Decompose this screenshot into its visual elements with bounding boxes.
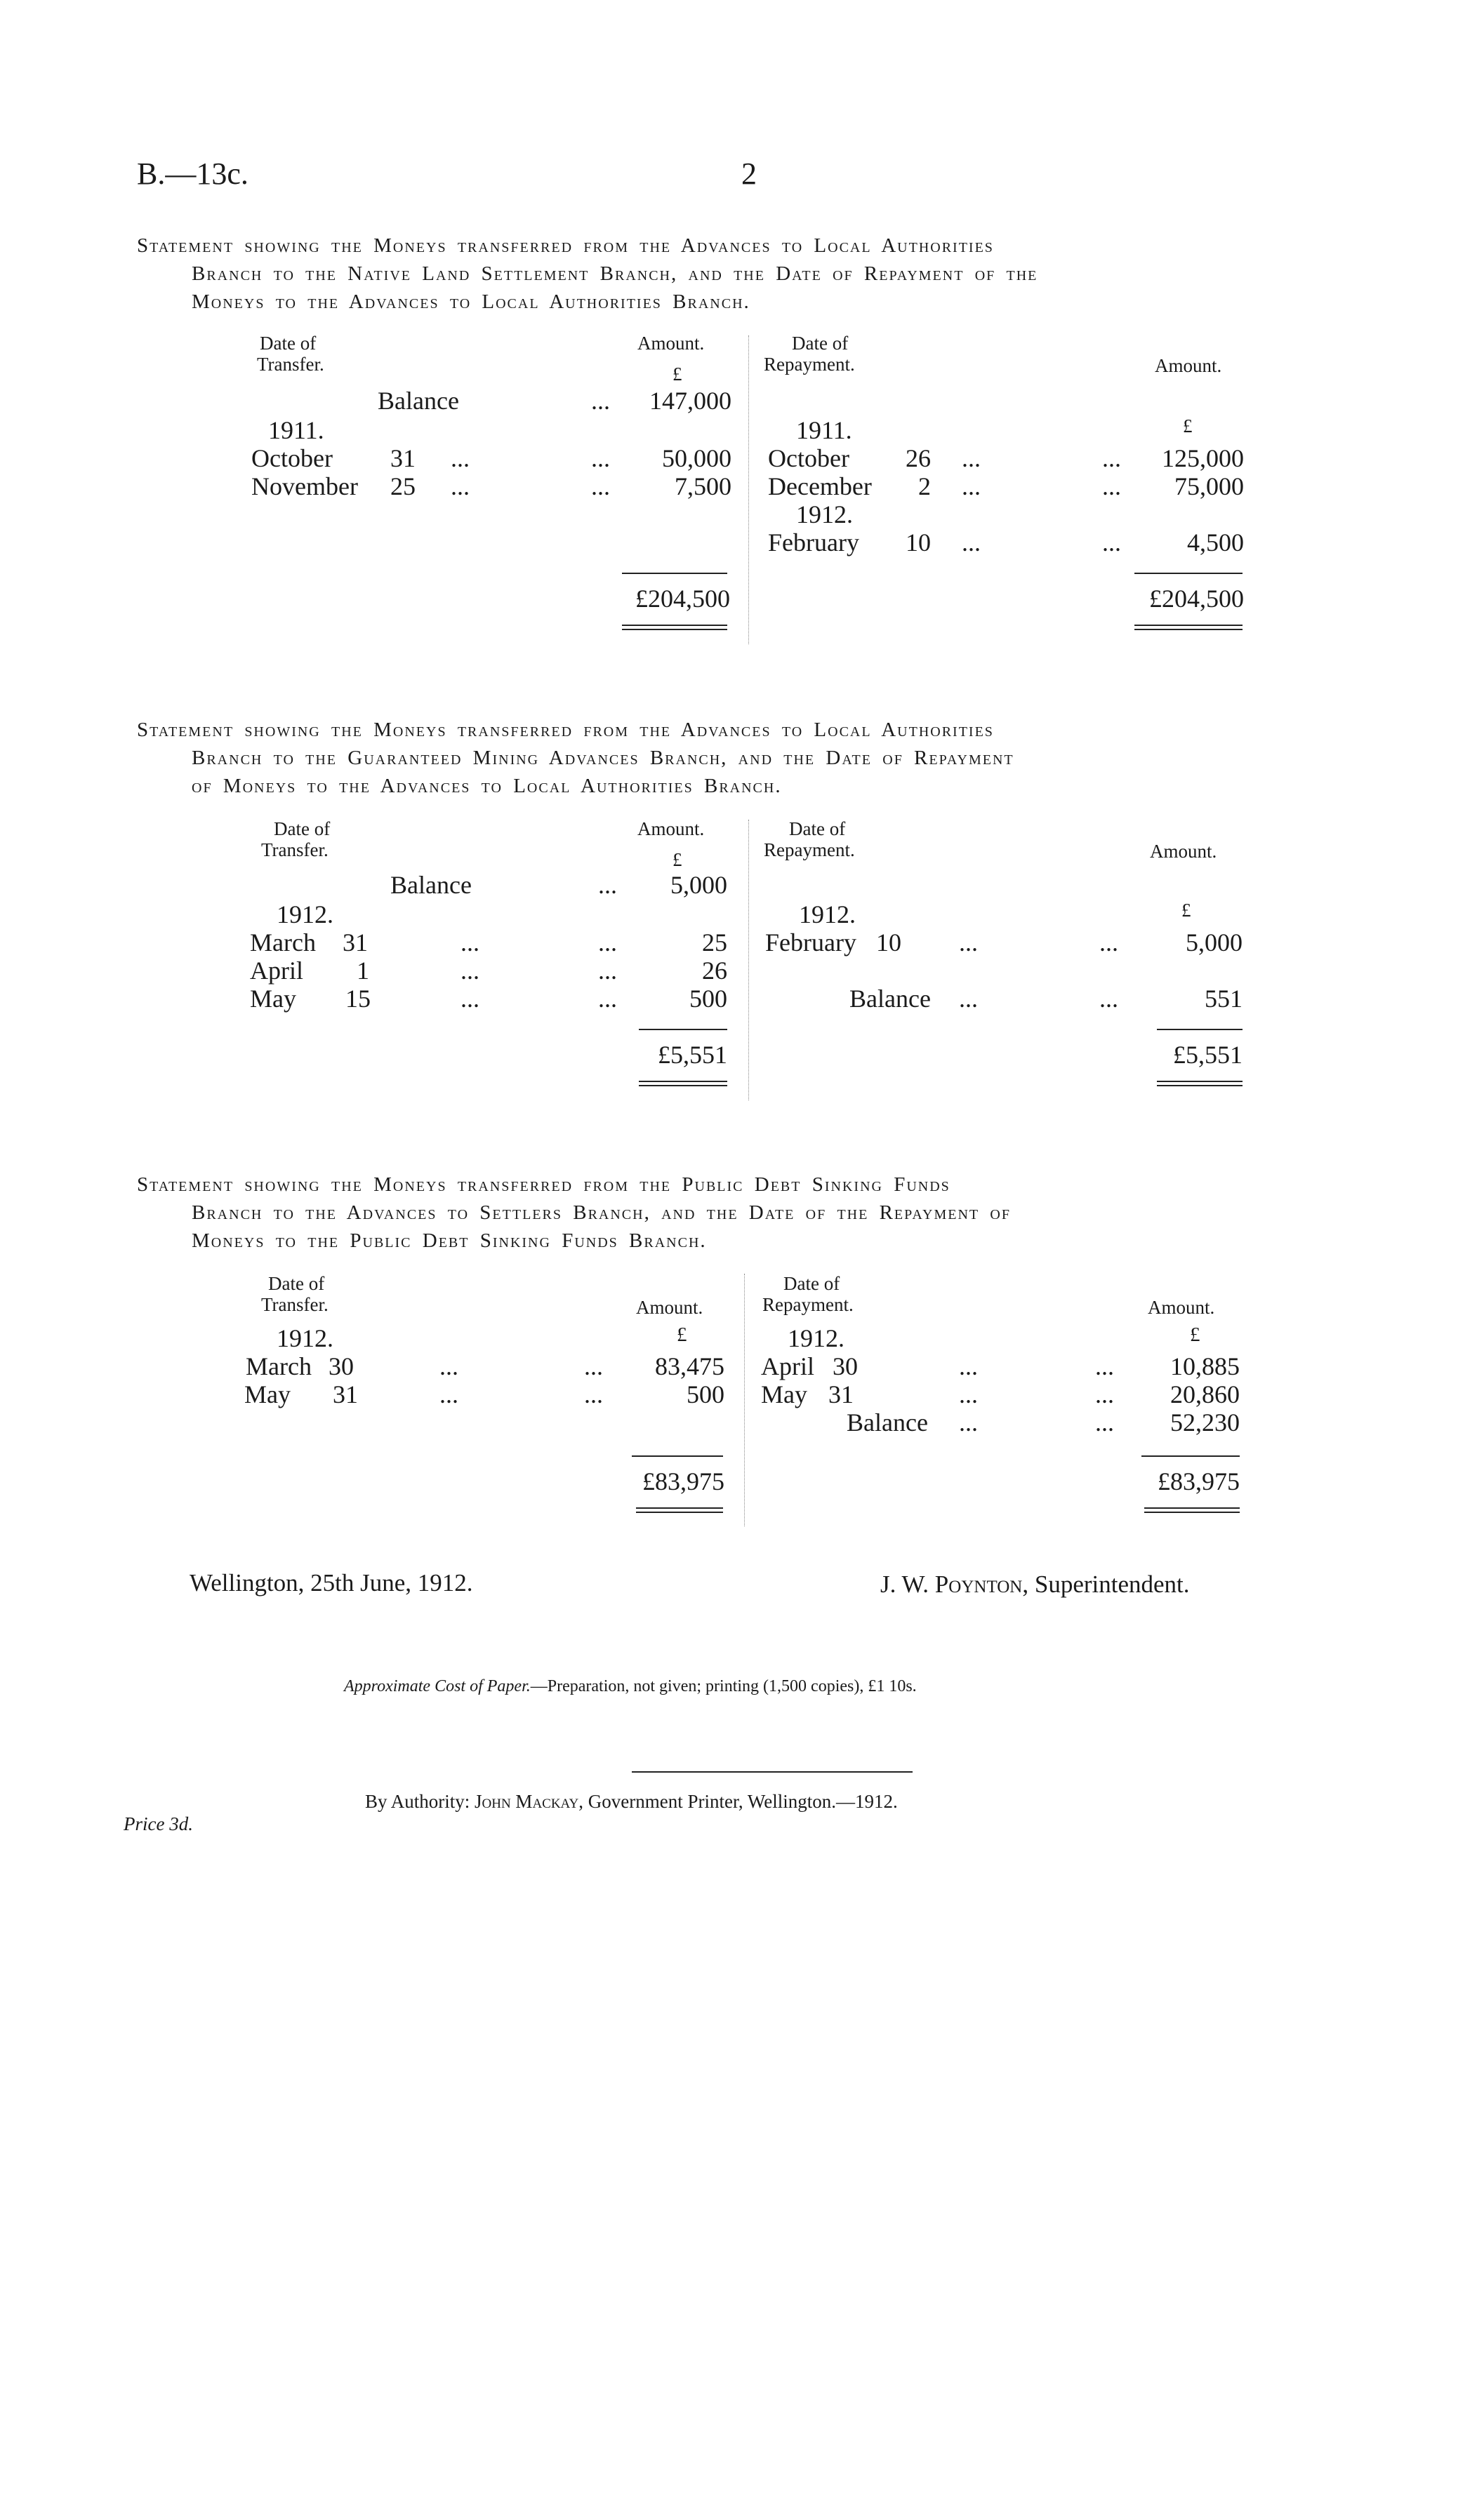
s1-right-row-3-month: February: [768, 528, 859, 556]
s1-right-row-1-amount: 125,000: [1162, 444, 1244, 472]
s1-right-row-3-day: 10: [906, 528, 931, 556]
s3-left-row-2-dots1: ...: [439, 1380, 458, 1408]
s2-left-row-1-dots1: ...: [461, 928, 479, 956]
signature-block: [880, 1571, 1190, 1599]
printer-name: John Mackay,: [475, 1791, 584, 1812]
s2-right-amount-head: Amount.: [1150, 841, 1217, 862]
s3-right-date-head-1: Date of: [783, 1273, 840, 1294]
s2-balance-amount: 5,000: [670, 871, 727, 899]
document-reference: B.—13c.: [137, 156, 249, 191]
signatory-title: Superintendent.: [1034, 1571, 1190, 1598]
s2-left-row-1-day: 31: [343, 928, 368, 956]
s1-left-row-2-dots1: ...: [451, 472, 470, 500]
s3-right-date-head-2: Repayment.: [762, 1294, 854, 1315]
s1-right-subtotal-rule: [1134, 573, 1243, 574]
s3-right-row-2-amount: 20,860: [1170, 1380, 1240, 1408]
s3-right-row-2-dots1: ...: [959, 1380, 978, 1408]
statement-2-title-line-1: Statement showing the Moneys transferred from the Advances to Local Authorities: [137, 719, 994, 741]
s1-right-row-1-day: 26: [906, 444, 931, 472]
s2-right-date-head-1: Date of: [789, 818, 846, 839]
s3-left-year: 1912.: [277, 1324, 333, 1352]
s3-right-balance-label: Balance: [847, 1408, 928, 1436]
s2-left-row-1-dots2: ...: [598, 928, 617, 956]
s2-right-balance-label: Balance: [849, 985, 931, 1013]
statement-3-title: [137, 1171, 1358, 1255]
s1-balance-label: Balance: [378, 387, 459, 415]
s3-right-subtotal-rule: [1141, 1455, 1240, 1457]
s1-left-row-1-month: October: [251, 444, 333, 472]
statement-1-column-divider: [748, 335, 749, 644]
s3-right-row-1-amount: 10,885: [1170, 1352, 1240, 1380]
s2-right-balance-dots1: ...: [959, 985, 978, 1013]
s3-right-row-2-day: 31: [828, 1380, 854, 1408]
s2-left-row-3-amount: 500: [689, 985, 727, 1013]
s2-balance-label: Balance: [390, 871, 472, 899]
statement-2-title-line-3: of Moneys to the Advances to Local Authorities Branch.: [192, 775, 782, 797]
s1-left-row-2-amount: 7,500: [675, 472, 731, 500]
cost-label: Approximate Cost of Paper.: [344, 1677, 531, 1695]
s1-left-amount-head: Amount.: [637, 333, 705, 354]
s1-balance-amount: 147,000: [649, 387, 731, 415]
statement-2-column-divider: [748, 820, 749, 1100]
s2-right-row-1-day: 10: [876, 928, 901, 956]
s3-right-balance-amount: 52,230: [1170, 1408, 1240, 1436]
s1-left-total-double-rule: [622, 625, 727, 630]
s2-left-row-2-dots1: ...: [461, 956, 479, 985]
s1-left-row-2-month: November: [251, 472, 358, 500]
s1-left-date-head-1: Date of: [260, 333, 317, 354]
s2-left-row-3-dots2: ...: [598, 985, 617, 1013]
s2-left-year: 1912.: [277, 900, 333, 928]
s1-left-date-head-2: Transfer.: [257, 354, 324, 375]
s3-right-row-1-day: 30: [833, 1352, 858, 1380]
s2-left-row-2-day: 1: [357, 956, 369, 985]
signatory-name: J. W. Poynton,: [880, 1571, 1029, 1598]
s2-left-date-head-1: Date of: [274, 818, 331, 839]
s2-left-amount-head: Amount.: [637, 818, 705, 839]
s2-left-row-2-dots2: ...: [598, 956, 617, 985]
s1-left-row-2-day: 25: [390, 472, 416, 500]
s1-right-row-2-day: 2: [918, 472, 931, 500]
statement-1-title-line-1: Statement showing the Moneys transferred from the Advances to Local Authorities: [137, 234, 994, 257]
s3-left-date-head-2: Transfer.: [261, 1294, 329, 1315]
s3-left-pound-head: £: [677, 1324, 687, 1346]
footer-divider: [632, 1771, 913, 1773]
s2-right-row-1-dots1: ...: [959, 928, 978, 956]
s1-right-date-head-1: Date of: [792, 333, 849, 354]
place-and-date: Wellington, 25th June, 1912.: [190, 1569, 473, 1596]
s1-left-row-1-day: 31: [390, 444, 416, 472]
s1-right-row-3-dots1: ...: [962, 528, 981, 556]
statement-3-title-line-1: Statement showing the Moneys transferred from the Public Debt Sinking Funds: [137, 1173, 950, 1196]
s1-right-total-double-rule: [1134, 625, 1243, 630]
s2-right-balance-amount: 551: [1205, 985, 1243, 1013]
s2-left-total: £5,551: [658, 1041, 727, 1069]
statement-3-column-divider: [744, 1274, 745, 1526]
s1-right-pound-head: £: [1183, 415, 1193, 436]
s1-left-row-1-dots2: ...: [591, 444, 610, 472]
s1-left-row-2-dots2: ...: [591, 472, 610, 500]
s2-right-row-1-dots2: ...: [1099, 928, 1118, 956]
s2-right-total: £5,551: [1173, 1041, 1243, 1069]
s2-left-row-3-day: 15: [345, 985, 371, 1013]
s3-right-pound-head: £: [1190, 1324, 1200, 1346]
s1-right-row-3-dots2: ...: [1102, 528, 1121, 556]
s1-right-year-2: 1912.: [796, 500, 853, 528]
s2-right-balance-dots2: ...: [1099, 985, 1118, 1013]
s3-left-row-1-month: March: [246, 1352, 312, 1380]
s2-right-row-1-amount: 5,000: [1186, 928, 1243, 956]
s2-left-date-head-2: Transfer.: [261, 839, 329, 860]
s2-left-total-double-rule: [639, 1081, 727, 1086]
statement-1-title-line-3: Moneys to the Advances to Local Authorities Branch.: [192, 291, 750, 313]
s2-left-row-3-dots1: ...: [461, 985, 479, 1013]
s3-left-row-1-day: 30: [329, 1352, 354, 1380]
s3-left-row-1-dots1: ...: [439, 1352, 458, 1380]
s3-left-subtotal-rule: [632, 1455, 723, 1457]
statement-1-title: [137, 232, 1358, 316]
s1-left-row-1-dots1: ...: [451, 444, 470, 472]
s1-right-row-2-dots1: ...: [962, 472, 981, 500]
printer-authority: [365, 1791, 898, 1813]
s2-right-date-head-2: Repayment.: [764, 839, 855, 860]
s3-left-total-double-rule: [636, 1507, 723, 1513]
statement-2-title: [137, 716, 1358, 800]
s1-left-total: £204,500: [635, 585, 730, 613]
s3-right-row-2-dots2: ...: [1095, 1380, 1114, 1408]
s3-right-total: £83,975: [1158, 1467, 1240, 1495]
s3-right-balance-dots2: ...: [1095, 1408, 1114, 1436]
s3-right-row-1-dots1: ...: [959, 1352, 978, 1380]
s2-right-year: 1912.: [799, 900, 856, 928]
statement-1-title-line-2: Branch to the Native Land Settlement Branch, and the Date of Repayment of the: [192, 262, 1038, 285]
s3-left-row-2-month: May: [244, 1380, 291, 1408]
s2-left-row-1-month: March: [250, 928, 316, 956]
s3-left-date-head-1: Date of: [268, 1273, 325, 1294]
s1-right-row-2-dots2: ...: [1102, 472, 1121, 500]
s1-right-row-2-amount: 75,000: [1174, 472, 1244, 500]
s3-left-row-2-amount: 500: [687, 1380, 724, 1408]
statement-3-title-line-2: Branch to the Advances to Settlers Branch, and the Date of the Repayment of: [192, 1201, 1011, 1224]
s3-right-balance-dots1: ...: [959, 1408, 978, 1436]
s1-right-total: £204,500: [1149, 585, 1244, 613]
s2-left-row-2-amount: 26: [702, 956, 727, 985]
s3-right-row-1-month: April: [761, 1352, 814, 1380]
s2-left-subtotal-rule: [639, 1029, 727, 1030]
s1-right-date-head-2: Repayment.: [764, 354, 855, 375]
s3-left-amount-head: Amount.: [636, 1297, 703, 1318]
s1-right-row-1-dots2: ...: [1102, 444, 1121, 472]
s3-right-amount-head: Amount.: [1148, 1297, 1215, 1318]
s3-left-total: £83,975: [642, 1467, 724, 1495]
s1-balance-dots: ...: [591, 387, 610, 415]
s3-right-row-1-dots2: ...: [1095, 1352, 1114, 1380]
cost-of-paper-note: [344, 1677, 917, 1696]
s3-left-row-1-dots2: ...: [584, 1352, 603, 1380]
s2-left-row-2-month: April: [250, 956, 303, 985]
s3-right-total-double-rule: [1144, 1507, 1240, 1513]
s2-left-row-3-month: May: [250, 985, 296, 1013]
s3-right-year: 1912.: [788, 1324, 844, 1352]
cost-text: —Preparation, not given; printing (1,500 copies), £1 10s.: [530, 1677, 917, 1695]
s1-right-row-1-month: October: [768, 444, 849, 472]
s2-right-subtotal-rule: [1157, 1029, 1243, 1030]
s2-right-row-1-month: February: [765, 928, 856, 956]
s1-left-year: 1911.: [268, 416, 324, 444]
s1-left-subtotal-rule: [622, 573, 727, 574]
s1-right-row-3-amount: 4,500: [1187, 528, 1244, 556]
page-number: 2: [741, 156, 757, 191]
s2-right-pound-head: £: [1181, 900, 1191, 921]
s3-right-row-2-month: May: [761, 1380, 807, 1408]
s1-right-year: 1911.: [796, 416, 852, 444]
authority-rest: Government Printer, Wellington.—1912.: [588, 1791, 898, 1812]
s2-balance-dots: ...: [598, 871, 617, 899]
statement-3-title-line-3: Moneys to the Public Debt Sinking Funds Branch.: [192, 1229, 707, 1252]
s2-left-row-1-amount: 25: [702, 928, 727, 956]
s1-left-pound-head: £: [673, 364, 682, 385]
s3-left-row-2-dots2: ...: [584, 1380, 603, 1408]
statement-2-title-line-2: Branch to the Guaranteed Mining Advances Branch, and the Date of Repayment: [192, 747, 1014, 769]
s1-right-row-1-dots1: ...: [962, 444, 981, 472]
price: Price 3d.: [124, 1813, 193, 1834]
s1-right-amount-head: Amount.: [1155, 355, 1222, 376]
s1-right-row-2-month: December: [768, 472, 872, 500]
s3-left-row-2-day: 31: [333, 1380, 358, 1408]
authority-prefix: By Authority:: [365, 1791, 470, 1812]
s1-left-row-1-amount: 50,000: [662, 444, 731, 472]
s2-left-pound-head: £: [673, 849, 682, 870]
s3-left-row-1-amount: 83,475: [655, 1352, 724, 1380]
s2-right-total-double-rule: [1157, 1081, 1243, 1086]
